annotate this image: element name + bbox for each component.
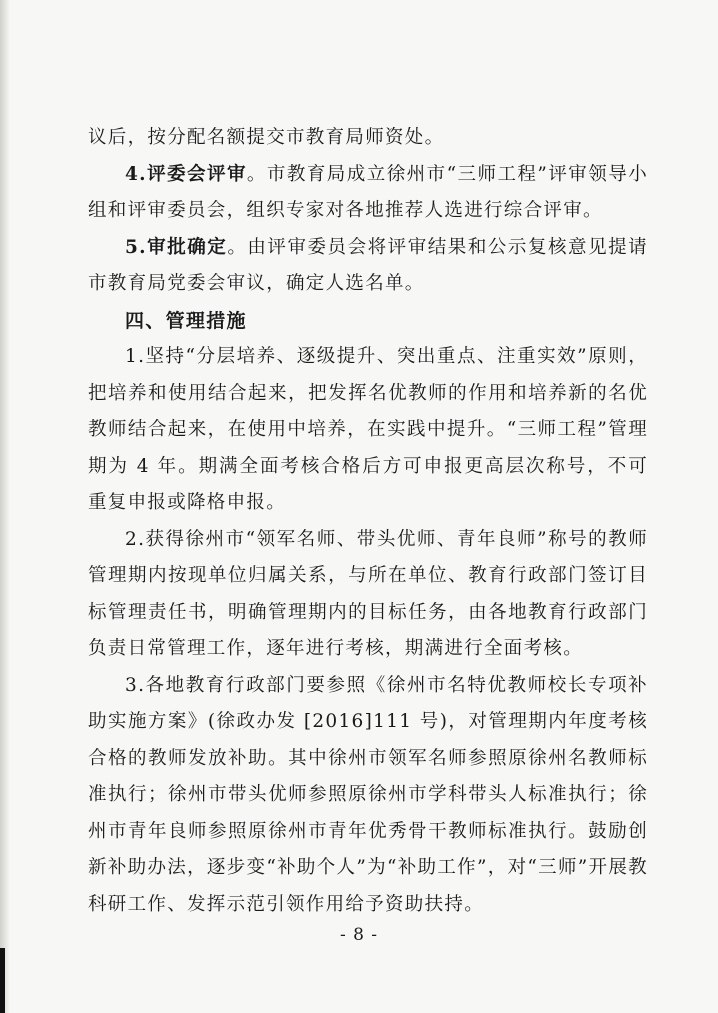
scan-binding-mark — [0, 948, 5, 1013]
paragraph-text: 。市教育局成立徐州市“三师工程”评审领导小组和评审委员会，组织专家对各地推荐人选进行综合评审。 — [88, 163, 648, 221]
document-body — [88, 120, 648, 923]
paragraph-lead: 4.评委会评审 — [125, 163, 247, 185]
paragraph-continued — [88, 120, 648, 157]
paragraph-lead: 5.审批确定 — [125, 236, 228, 258]
paragraph-text: 议后，按分配名额提交市教育局师资处。 — [88, 127, 445, 148]
paragraph-approval — [88, 230, 648, 303]
page-number: - 8 - — [339, 925, 379, 945]
measure-paragraph: 2.获得徐州市“领军名师、带头优师、青年良师”称号的教师管理期内按现单位归属关系，与所在单位、教育行政部门签订目标管理责任书，明确管理期内的目标任务，由各地教育行政部门负责日常管理工作，逐年进行考核，期满进行全面考核。 — [88, 528, 648, 659]
scan-page-edge — [0, 0, 10, 1013]
paragraph-review — [88, 157, 648, 230]
measure-paragraph: 3.各地教育行政部门要参照《徐州市名特优教师校长专项补助实施方案》(徐政办发 [2016]111 号)，对管理期内年度考核合格的教师发放补助。其中徐州市领军名师参照原徐州名教师标准执行；徐州市带头优师参照原徐州市学科带头人标准执行；徐州市青年良师参照原徐州市青年优秀骨干教师标准执行。鼓励创新补助办法，逐步变“补助个人”为“补助工作”，对“三师”开展教科研工作、发挥示范引领作用给予资助扶持。 — [88, 674, 648, 915]
paragraph-text: 。由评审委员会将评审结果和公示复核意见提请市教育局党委会审议，确定人选名单。 — [88, 236, 648, 294]
section-heading: 四、管理措施 — [125, 309, 247, 332]
measure-paragraph: 1.坚持“分层培养、逐级提升、突出重点、注重实效”原则，把培养和使用结合起来，把发挥名优教师的作用和培养新的名优教师结合起来，在使用中培养，在实践中提升。“三师工程”管理期为 4 年。期满全面考核合格后方可申报更高层次称号，不可重复申报或降格申报。 — [88, 346, 648, 513]
